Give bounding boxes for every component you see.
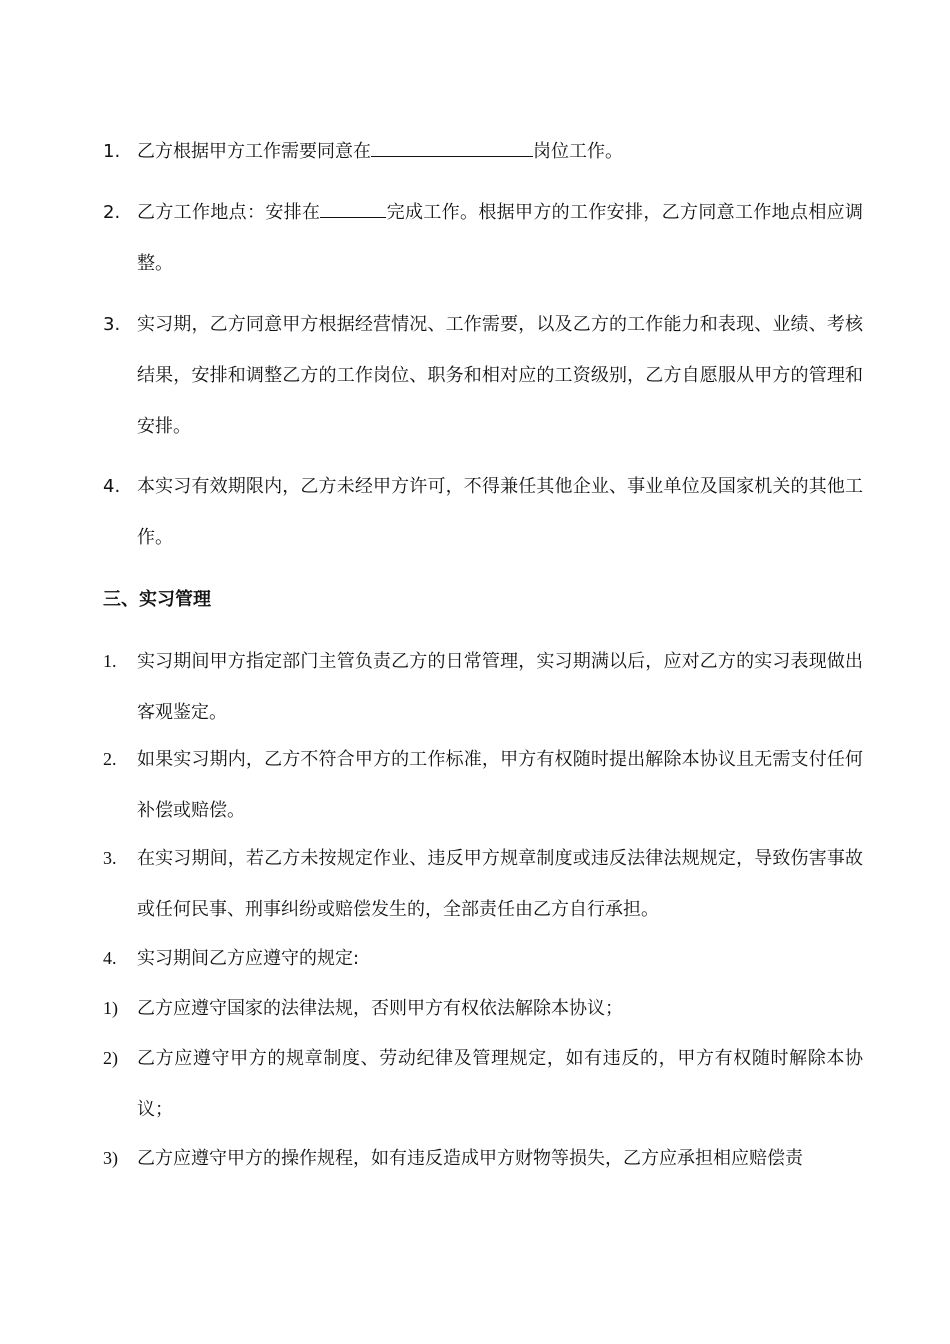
rule-sub-item xyxy=(103,1033,863,1135)
clause-item xyxy=(103,299,863,452)
clause-number: 3. xyxy=(103,314,121,335)
clause-text-after: 岗位工作。 xyxy=(533,141,623,162)
management-item xyxy=(103,734,863,836)
position-blank-field[interactable] xyxy=(371,142,533,157)
clause-text: 实习期，乙方同意甲方根据经营情况、工作需要，以及乙方的工作能力和表现、业绩、考核结果，安排和调整乙方的工作岗位、职务和相对应的工资级别，乙方自愿服从甲方的管理和安排。 xyxy=(137,314,863,437)
management-item xyxy=(103,933,863,984)
clause-number: 4. xyxy=(103,476,121,497)
clause-text: 如果实习期内，乙方不符合甲方的工作标准，甲方有权随时提出解除本协议且无需支付任何补偿或赔偿。 xyxy=(137,749,863,821)
clause-text: 在实习期间，若乙方未按规定作业、违反甲方规章制度或违反法律法规规定，导致伤害事故或任何民事、刑事纠纷或赔偿发生的，全部责任由乙方自行承担。 xyxy=(137,848,863,920)
sub-item-number: 3) xyxy=(103,1148,118,1168)
clause-text xyxy=(137,126,863,177)
clause-item xyxy=(103,187,863,289)
clause-text-before: 乙方根据甲方工作需要同意在 xyxy=(137,141,371,162)
clause-number: 1. xyxy=(103,651,117,671)
location-blank-field[interactable] xyxy=(320,203,386,218)
clause-text: 实习期间乙方应遵守的规定: xyxy=(137,948,360,969)
clause-text: 本实习有效期限内，乙方未经甲方许可，不得兼任其他企业、事业单位及国家机关的其他工作。 xyxy=(137,476,863,548)
clause-number: 4. xyxy=(103,948,117,968)
clause-item xyxy=(103,126,863,177)
sub-item-text: 乙方应遵守国家的法律法规，否则甲方有权依法解除本协议； xyxy=(137,998,623,1019)
clause-item xyxy=(103,461,863,563)
rule-sub-item xyxy=(103,1133,863,1184)
clause-number: 1. xyxy=(103,141,121,162)
clause-number: 3. xyxy=(103,848,117,868)
sub-item-text: 乙方应遵守甲方的规章制度、劳动纪律及管理规定，如有违反的，甲方有权随时解除本协议； xyxy=(137,1048,863,1120)
sub-item-text: 乙方应遵守甲方的操作规程，如有违反造成甲方财物等损失，乙方应承担相应赔偿责 xyxy=(137,1148,803,1169)
sub-item-number: 1) xyxy=(103,998,118,1018)
clause-number: 2. xyxy=(103,202,121,223)
clause-text: 实习期间甲方指定部门主管负责乙方的日常管理，实习期满以后，应对乙方的实习表现做出客观鉴定。 xyxy=(137,651,863,723)
section-heading: 三、实习管理 xyxy=(103,589,211,610)
management-item xyxy=(103,833,863,935)
clause-text-after: 完成工作。根据甲方的工作安排，乙方同意工作地点相应调整。 xyxy=(137,202,864,274)
clause-text xyxy=(137,187,863,289)
management-item xyxy=(103,636,863,738)
sub-item-number: 2) xyxy=(103,1048,118,1068)
clause-text-before: 乙方工作地点：安排在 xyxy=(137,202,321,223)
rule-sub-item xyxy=(103,983,863,1034)
clause-number: 2. xyxy=(103,749,117,769)
